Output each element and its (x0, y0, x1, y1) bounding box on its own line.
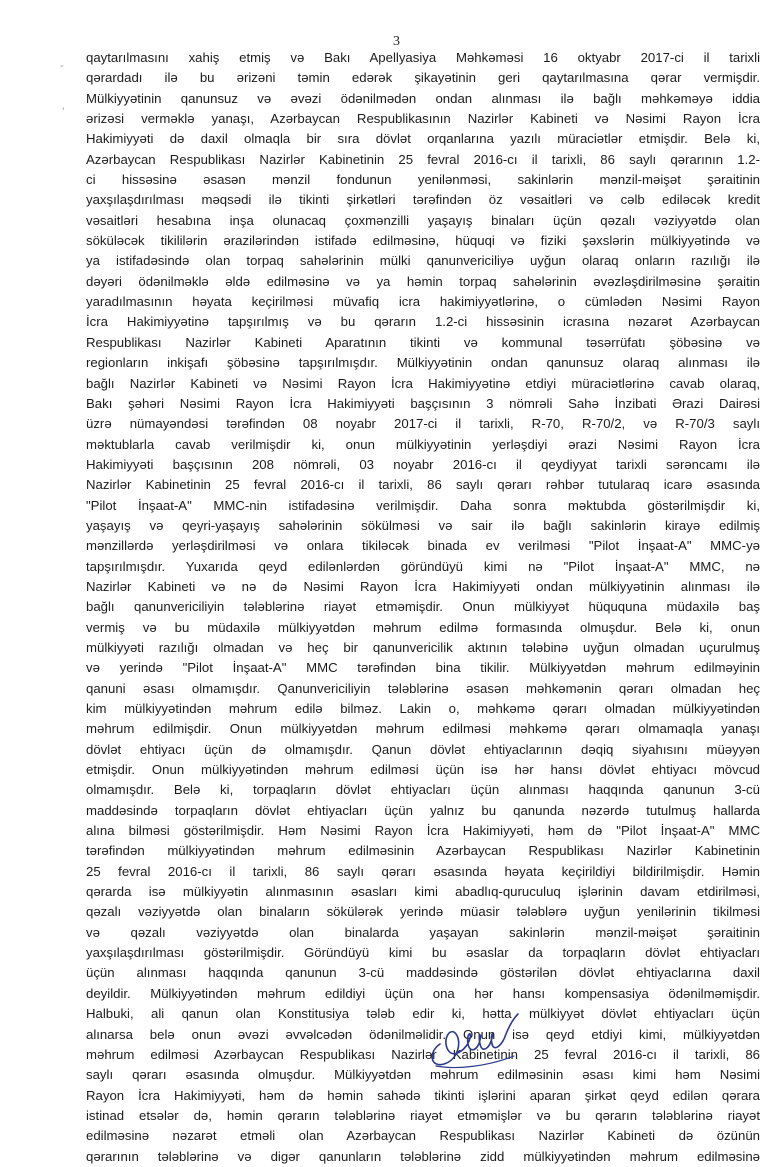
text-line: Respublikası Nazirlər Kabineti Aparatının tikinti və kommunal təsərrüfatı şöbəsinə və (86, 334, 760, 350)
text-line: dəyəri ödənilməklə əldə edilməsinə və ya həmin torpaq sahələrinin əvəzləşdirilməsinə şəraitin (86, 273, 760, 289)
text-line: məhrum edilməsi Azərbaycan Respublikası Nazirlər Kabinetinin 25 fevral 2016-cı il tarixli, 86 (86, 1046, 760, 1062)
margin-mark-top: - (60, 60, 64, 72)
text-line: qanuni əsası olmamışdır. Qanunvericiliyin tələblərinə əsasən məhkəmənin qərarı olmadan heç (86, 680, 760, 696)
text-line: yaxşılaşdırılması məqsədi ilə tikinti şirkətləri tərəfindən öz vəsaitləri və cəlb ediləcək kredit (86, 192, 760, 208)
text-line: maddəsində torpaqların dövlət ehtiyacları üçün yalnız bu qanunda nəzərdə tutulmuş hallarda (86, 802, 760, 818)
text-line: qərarda isə mülkiyyətin alınmasının əsasları kimi abadlıq-quruculuq işlərinin davam etdirilməsi, (86, 884, 760, 900)
text-line: və yerində "Pilot İnşaat-A" MMC tərəfindən bina tikilir. Mülkiyyətdən məhrum edilməyinin (86, 660, 760, 676)
text-line: Nazirlər Kabineti və nə də Nəsimi Rayon İcra Hakimiyyəti ondan mülkiyyətinin alınması ilə (86, 578, 760, 594)
text-line: bağlı Nazirlər Kabineti və Nəsimi Rayon İcra Hakimiyyətinə etdiyi müraciətlərinə cavab olaraq, (86, 375, 760, 391)
margin-mark-lower: ’ (62, 106, 65, 118)
text-line: kim mülkiyyətindən məhrum edilə bilməz. Lakin o, məhkəmə qərarı olmadan mülkiyyətindən (86, 701, 760, 716)
text-line: Azərbaycan Respublikası Nazirlər Kabinetinin 25 fevral 2016-cı il tarixli, 86 saylı qərarının 1.2- (86, 151, 760, 167)
text-line: istinad etsələr də, həmin qərarın tələblərinə riayət etməmişlər və bu qərarın tələblərinə riayət (86, 1107, 760, 1123)
text-line: alınarsa belə onun əvəzi əvvəlcədən ödənilməlidir. Onun isə qeyd etdiyi kimi, mülkiyyətdən (86, 1026, 760, 1042)
text-line: alına bilməsi göstərilmişdir. Həm Nəsimi Rayon İcra Hakimiyyəti, həm də "Pilot İnşaat-A" MMC (86, 823, 760, 839)
text-line: saylı qərarı əsasında olmuşdur. Mülkiyyətdən məhrum edilməsinin əsası kimi həm Nəsimi (86, 1067, 760, 1083)
text-line: yaxşılaşdırılması göstərilmişdir. Göründüyü kimi bu əsaslar da torpaqların dövlət ehtiyacları (86, 945, 760, 961)
text-line: ya istifadəsində olan torpaq sahələrinin mülki qanunvericiliyə uyğun olaraq onların razılığı ilə (86, 253, 760, 269)
text-line: Nazirlər Kabinetinin 25 fevral 2016-cı il tarixli, 86 saylı qərarı rəhbər tutularaq icarə əsasında (86, 477, 760, 493)
text-line: vəsaitləri hesabına inşa olunacaq çoxmənzilli yaşayış binaları üçün qəzalı vəziyyətdə olan (86, 212, 760, 228)
page-number: 3 (393, 34, 400, 49)
text-line: üzrə nümayəndəsi tərəfindən 08 noyabr 2017-ci il tarixli, R-70, R-70/2, və R-70/3 saylı (86, 416, 760, 432)
text-line: dövlət ehtiyacı üçün də olmamışdır. Qanun dövlət ehtiyaclarının dəqiq siyahısını müəyyən (86, 741, 760, 757)
text-line: regionların inkişafı şöbəsinə tapşırılmışdır. Mülkiyyətinin ondan qanunsuz olaraq alınması ilə (86, 355, 760, 371)
text-line: qəzalı vəziyyətdə olan binaların sökülərək yerində müasir tələblərə uyğun yenilərinin tikilməsi (86, 904, 760, 920)
text-line: Bakı şəhəri Nəsimi Rayon İcra Hakimiyyəti başçısının 3 nömrəli Sahə İnzibati Ərazi Dairəsi (86, 395, 760, 411)
text-line: məktublarla cavab verilmişdir ki, onun mülkiyyətinin yerləşdiyi ərazi Nəsimi Rayon İcra (86, 436, 760, 452)
text-line: bağlı qanunvericiliyin tələblərinə riayət etməmişdir. Onun mülkiyyət hüququna müdaxilə baş (86, 599, 760, 615)
text-line: Mülkiyyətinin qanunsuz və əvəzi ödənilmədən ondan alınması ilə bağlı məhkəməyə iddia (86, 90, 760, 106)
text-line: yaşayış və qeyri-yaşayış sahələrinin sökülməsi və sair ilə bağlı sakinlərin kirayə edilmiş (86, 517, 760, 533)
text-line: etmişdir. Onun mülkiyyətindən məhrum edilməsi üçün isə hər hansı dövlət ehtiyacı mövcud (86, 762, 760, 778)
text-line: 25 fevral 2016-cı il tarixli, 86 saylı qərarı əsasında həyata keçirildiyi bildirilmişdir. Həmin (86, 863, 760, 879)
text-line: qaytarılmasını xahiş etmiş və Bakı Apellyasiya Məhkəməsi 16 oktyabr 2017-ci il tarixli (86, 50, 760, 65)
text-line: mülkiyyəti razılığı olmadan və heç bir qanunvericilik aktının tələbinə uyğun olmadan uçurulmuş (86, 639, 760, 655)
text-line: İcra Hakimiyyətinə tapşırılmış və bu qərarın 1.2-ci hissəsinin icrasına nəzarət Azərbaycan (86, 314, 760, 330)
text-line: ci hissəsinə əsasən mənzil fondunun yenilənməsi, sakinlərin mənzil-məişət şəraitinin (86, 172, 760, 188)
text-line: və qəzalı vəziyyətdə olan binalarda yaşayan sakinlərin mənzil-məişət şəraitinin (86, 924, 760, 940)
text-line: söküləcək tikililərin ərazilərindən istifadə edilməsinə, hüquqi və fiziki şəxslərin mülkiyyətində və (86, 233, 760, 249)
text-line: edilməsinə nəzarət etməli olan Azərbaycan Respublikası Nazirlər Kabineti də özünün (86, 1128, 760, 1144)
text-line: Rayon İcra Hakimiyyəti, həm də həmin sahədə tikinti işlərini aparan şirkət qeyd edilən qərara (86, 1087, 760, 1103)
text-line: Hakimiyyəti başçısının 208 nömrəli, 03 noyabr 2016-cı il qeydiyyat tarixli sərəncamı ilə (86, 456, 760, 472)
text-line: "Pilot İnşaat-A" MMC-nin istifadəsinə verilmişdir. Daha sonra məktubda göstərilmişdir ki, (86, 497, 760, 513)
text-line: deyildir. Mülkiyyətindən məhrum edildiyi üçün ona hər hansı kompensasiya ödənilməmişdir. (86, 985, 760, 1001)
text-line: məhrum edilmişdir. Onun mülkiyyətdən məhrum edilməsi məhkəmə qərarı olmamaqla yanaşı (86, 721, 760, 737)
text-line: qərardadı ilə bu ərizəni təmin edərək şikayətinin geri qaytarılmasına qərar vermişdir. (86, 70, 760, 86)
text-line: ərizəsi verməklə yanaşı, Azərbaycan Respublikasının Nazirlər Kabineti və Nəsimi Rayon İcra (86, 111, 760, 127)
text-line: Halbuki, ali qanun olan Konstitusiya tələb edir ki, hətta mülkiyyət dövlət ehtiyacları üçün (86, 1006, 760, 1022)
text-line: üçün alınması haqqında qanunun 3-cü maddəsində göstərilən dövlət ehtiyaclarına daxil (86, 965, 760, 981)
text-line: qərarının tələblərinə və digər qanunların tələblərinə zidd mülkiyyətindən məhrum edilməsinə (86, 1148, 760, 1164)
text-line: Hakimiyyəti də daxil olmaqla bir sıra dövlət orqanlarına yazılı müraciətlər etmişdir. Belə ki, (86, 131, 760, 147)
text-line: vermiş və bu müdaxilə mülkiyyətdən məhrum edilmə formasında olmuşdur. Belə ki, onun (86, 619, 760, 635)
document-body (86, 48, 760, 1167)
text-line: tapşırılmışdır. Yuxarıda qeyd edilənlərdən göründüyü kimi nə "Pilot İnşaat-A" MMC, nə (86, 558, 760, 574)
text-line: yaradılmasının həyata keçirilməsi müvafiq icra hakimiyyətlərinə, o cümlədən Nəsimi Rayon (86, 294, 760, 310)
text-line: olmamışdır. Belə ki, torpaqların dövlət ehtiyacları üçün alınması haqqında qanunun 3-cü (86, 782, 760, 798)
signature-image (418, 1004, 528, 1076)
text-line: tərəfindən mülkiyyətindən məhrum edilməsinin Azərbaycan Respublikası Nazirlər Kabinetinin (86, 843, 760, 859)
text-line: mənzillərdə yerləşdirilməsi və onlara tikiləcək binada ev verilməsi "Pilot İnşaat-A" MMC-yə (86, 538, 760, 554)
